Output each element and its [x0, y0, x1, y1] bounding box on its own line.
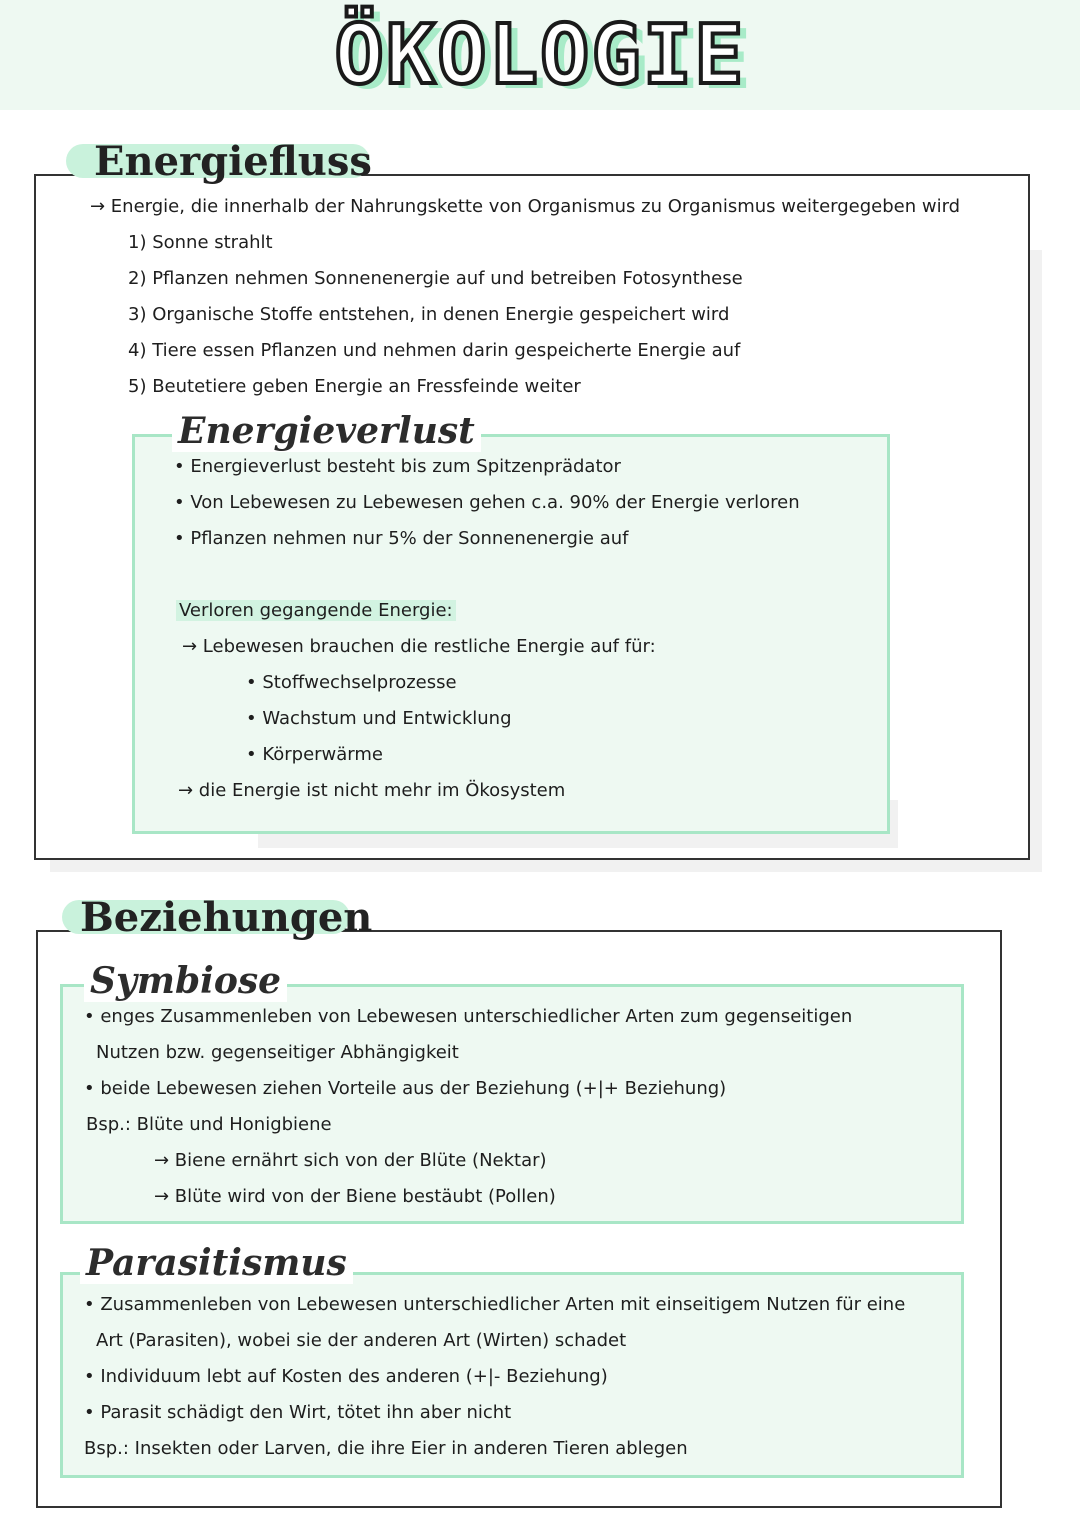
- energiefluss-step-1: 1) Sonne strahlt: [128, 232, 273, 253]
- energieverlust-conclusion: → die Energie ist nicht mehr im Ökosystem: [178, 780, 566, 801]
- energieverlust-bullet-2: • Von Lebewesen zu Lebewesen gehen c.a. 90% der Energie verloren: [174, 492, 800, 513]
- beziehungen-heading: Beziehungen: [80, 894, 373, 941]
- symbiose-line-2: Nutzen bzw. gegenseitiger Abhängigkeit: [96, 1042, 459, 1063]
- energiefluss-step-3: 3) Organische Stoffe entstehen, in denen Energie gespeichert wird: [128, 304, 730, 325]
- parasitismus-line-3: • Individuum lebt auf Kosten des anderen (+|- Beziehung): [84, 1366, 608, 1387]
- energiefluss-step-5: 5) Beutetiere geben Energie an Fressfeinde weiter: [128, 376, 581, 397]
- verlorene-energie-subheading-text: Verloren gegangende Energie:: [176, 600, 456, 621]
- symbiose-heading: Symbiose: [84, 960, 287, 1002]
- energieverlust-bullet-3: • Pflanzen nehmen nur 5% der Sonnenenergie auf: [174, 528, 629, 549]
- energiefluss-step-2: 2) Pflanzen nehmen Sonnenenergie auf und betreiben Fotosynthese: [128, 268, 743, 289]
- energiefluss-intro: → Energie, die innerhalb der Nahrungskette von Organismus zu Organismus weitergegeben wird: [90, 196, 961, 217]
- parasitismus-line-1: • Zusammenleben von Lebewesen unterschiedlicher Arten mit einseitigem Nutzen für eine: [84, 1294, 906, 1315]
- page-title: ÖKOLOGIE: [334, 7, 746, 103]
- energieverlust-bullet-1: • Energieverlust besteht bis zum Spitzenprädator: [174, 456, 621, 477]
- energie-use-2: • Wachstum und Entwicklung: [246, 708, 512, 729]
- energieverlust-heading: Energieverlust: [172, 410, 481, 452]
- energiefluss-step-4: 4) Tiere essen Pflanzen und nehmen darin gespeicherte Energie auf: [128, 340, 741, 361]
- energie-use-1: • Stoffwechselprozesse: [246, 672, 457, 693]
- symbiose-line-6: → Blüte wird von der Biene bestäubt (Pollen): [154, 1186, 556, 1207]
- verlorene-energie-lead: → Lebewesen brauchen die restliche Energie auf für:: [182, 636, 656, 657]
- parasitismus-line-5: Bsp.: Insekten oder Larven, die ihre Eier in anderen Tieren ablegen: [84, 1438, 688, 1459]
- parasitismus-line-4: • Parasit schädigt den Wirt, tötet ihn aber nicht: [84, 1402, 512, 1423]
- symbiose-line-4: Bsp.: Blüte und Honigbiene: [86, 1114, 332, 1135]
- symbiose-line-5: → Biene ernährt sich von der Blüte (Nektar): [154, 1150, 547, 1171]
- symbiose-line-1: • enges Zusammenleben von Lebewesen unterschiedlicher Arten zum gegenseitigen: [84, 1006, 853, 1027]
- symbiose-line-3: • beide Lebewesen ziehen Vorteile aus der Beziehung (+|+ Beziehung): [84, 1078, 727, 1099]
- parasitismus-line-2: Art (Parasiten), wobei sie der anderen Art (Wirten) schadet: [96, 1330, 627, 1351]
- parasitismus-heading: Parasitismus: [80, 1242, 353, 1284]
- energiefluss-heading: Energiefluss: [94, 138, 372, 185]
- verlorene-energie-subheading: [176, 600, 456, 622]
- energie-use-3: • Körperwärme: [246, 744, 384, 765]
